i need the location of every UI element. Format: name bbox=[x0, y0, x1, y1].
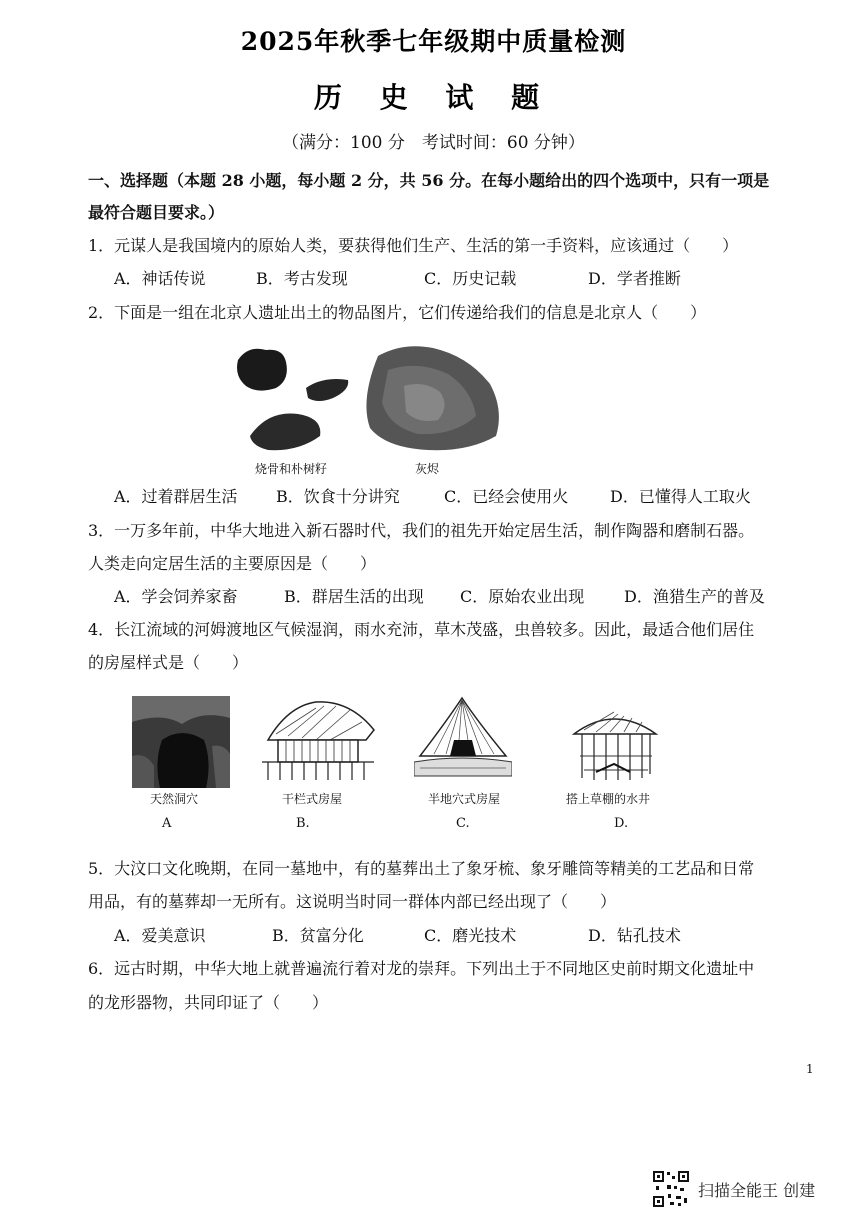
scanner-watermark bbox=[652, 1170, 815, 1208]
q5-option-a: A．爱美意识 bbox=[114, 926, 206, 945]
q3-option-c: C．原始农业出现 bbox=[460, 587, 585, 606]
q2-option-c: C．已经会使用火 bbox=[444, 487, 569, 506]
section-heading-line2: 最符合题目要求。） bbox=[88, 203, 225, 222]
q3-option-a: A．学会饲养家畜 bbox=[114, 587, 238, 606]
q5-stem-line2: 用品，有的墓葬却一无所有。这说明当时同一群体内部已经出现了（ ） bbox=[88, 892, 617, 911]
q4-letter-a: A bbox=[162, 816, 172, 831]
q4-stem-line1: 4．长江流域的河姆渡地区气候湿润，雨水充沛，草木茂盛，虫兽较多。因此，最适合他们居住 bbox=[88, 620, 755, 639]
q3-stem-line1: 3．一万多年前，中华大地进入新石器时代，我们的祖先开始定居生活，制作陶器和磨制石器。 bbox=[88, 521, 755, 540]
q1-option-a: A．神话传说 bbox=[114, 269, 206, 288]
page-number: 1 bbox=[806, 1062, 814, 1076]
q4-caption-well: 搭上草棚的水井 bbox=[566, 792, 651, 806]
q4-letter-b: B. bbox=[296, 816, 310, 831]
burnt-bones-seeds-image bbox=[228, 340, 508, 458]
qr-code-icon bbox=[652, 1170, 690, 1208]
section-heading-line1: 一、选择题（本题 28 小题，每小题 2 分，共 56 分。在每小题给出的四个选项中，只有一项是 bbox=[88, 171, 770, 190]
q1-option-d: D．学者推断 bbox=[588, 269, 681, 288]
q4-letter-c: C. bbox=[456, 816, 470, 831]
q3-option-b: B．群居生活的出现 bbox=[284, 587, 424, 606]
q1-option-b: B．考古发现 bbox=[256, 269, 348, 288]
q5-option-d: D．钻孔技术 bbox=[588, 926, 681, 945]
q5-option-b: B．贫富分化 bbox=[272, 926, 364, 945]
q4-stem-line2: 的房屋样式是（ ） bbox=[88, 653, 249, 672]
q6-stem-line1: 6．远古时期，中华大地上就普遍流行着对龙的崇拜。下列出土于不同地区史前时期文化遗址中 bbox=[88, 959, 755, 978]
q1-stem: 1．元谋人是我国境内的原始人类，要获得他们生产、生活的第一手资料，应该通过（ ） bbox=[88, 236, 739, 255]
exam-title: 2025年秋季七年级期中质量检测 bbox=[240, 27, 627, 56]
q2-option-b: B．饮食十分讲究 bbox=[276, 487, 400, 506]
q3-option-d: D．渔猎生产的普及 bbox=[624, 587, 765, 606]
watermark-text: 扫描全能王 创建 bbox=[698, 1180, 816, 1200]
subject-title: 历 史 试 题 bbox=[313, 81, 554, 114]
q2-caption-bones-seeds: 烧骨和朴树籽 bbox=[255, 462, 328, 476]
q4-caption-semi-subterranean: 半地穴式房屋 bbox=[428, 792, 501, 806]
q4-caption-stilt-house: 干栏式房屋 bbox=[282, 792, 343, 806]
q3-stem-line2: 人类走向定居生活的主要原因是（ ） bbox=[88, 554, 377, 573]
q2-stem: 2．下面是一组在北京人遗址出土的物品图片，它们传递给我们的信息是北京人（ ） bbox=[88, 303, 707, 322]
q2-option-a: A．过着群居生活 bbox=[114, 487, 238, 506]
well-with-shed-image bbox=[570, 708, 660, 784]
exam-meta: （满分：100 分 考试时间：60 分钟） bbox=[282, 133, 585, 153]
q5-option-c: C．磨光技术 bbox=[424, 926, 517, 945]
q4-caption-cave: 天然洞穴 bbox=[150, 792, 199, 806]
stilt-house-image bbox=[258, 700, 378, 782]
natural-cave-image bbox=[132, 696, 230, 788]
q6-stem-line2: 的龙形器物，共同印证了（ ） bbox=[88, 993, 329, 1012]
q2-option-d: D．已懂得人工取火 bbox=[610, 487, 751, 506]
semi-subterranean-house-image bbox=[414, 696, 512, 782]
q1-option-c: C．历史记载 bbox=[424, 269, 517, 288]
q2-caption-ash: 灰烬 bbox=[415, 462, 440, 476]
q4-letter-d: D. bbox=[614, 816, 629, 831]
q5-stem-line1: 5．大汶口文化晚期，在同一墓地中，有的墓葬出土了象牙梳、象牙雕筒等精美的工艺品和日常 bbox=[88, 859, 755, 878]
